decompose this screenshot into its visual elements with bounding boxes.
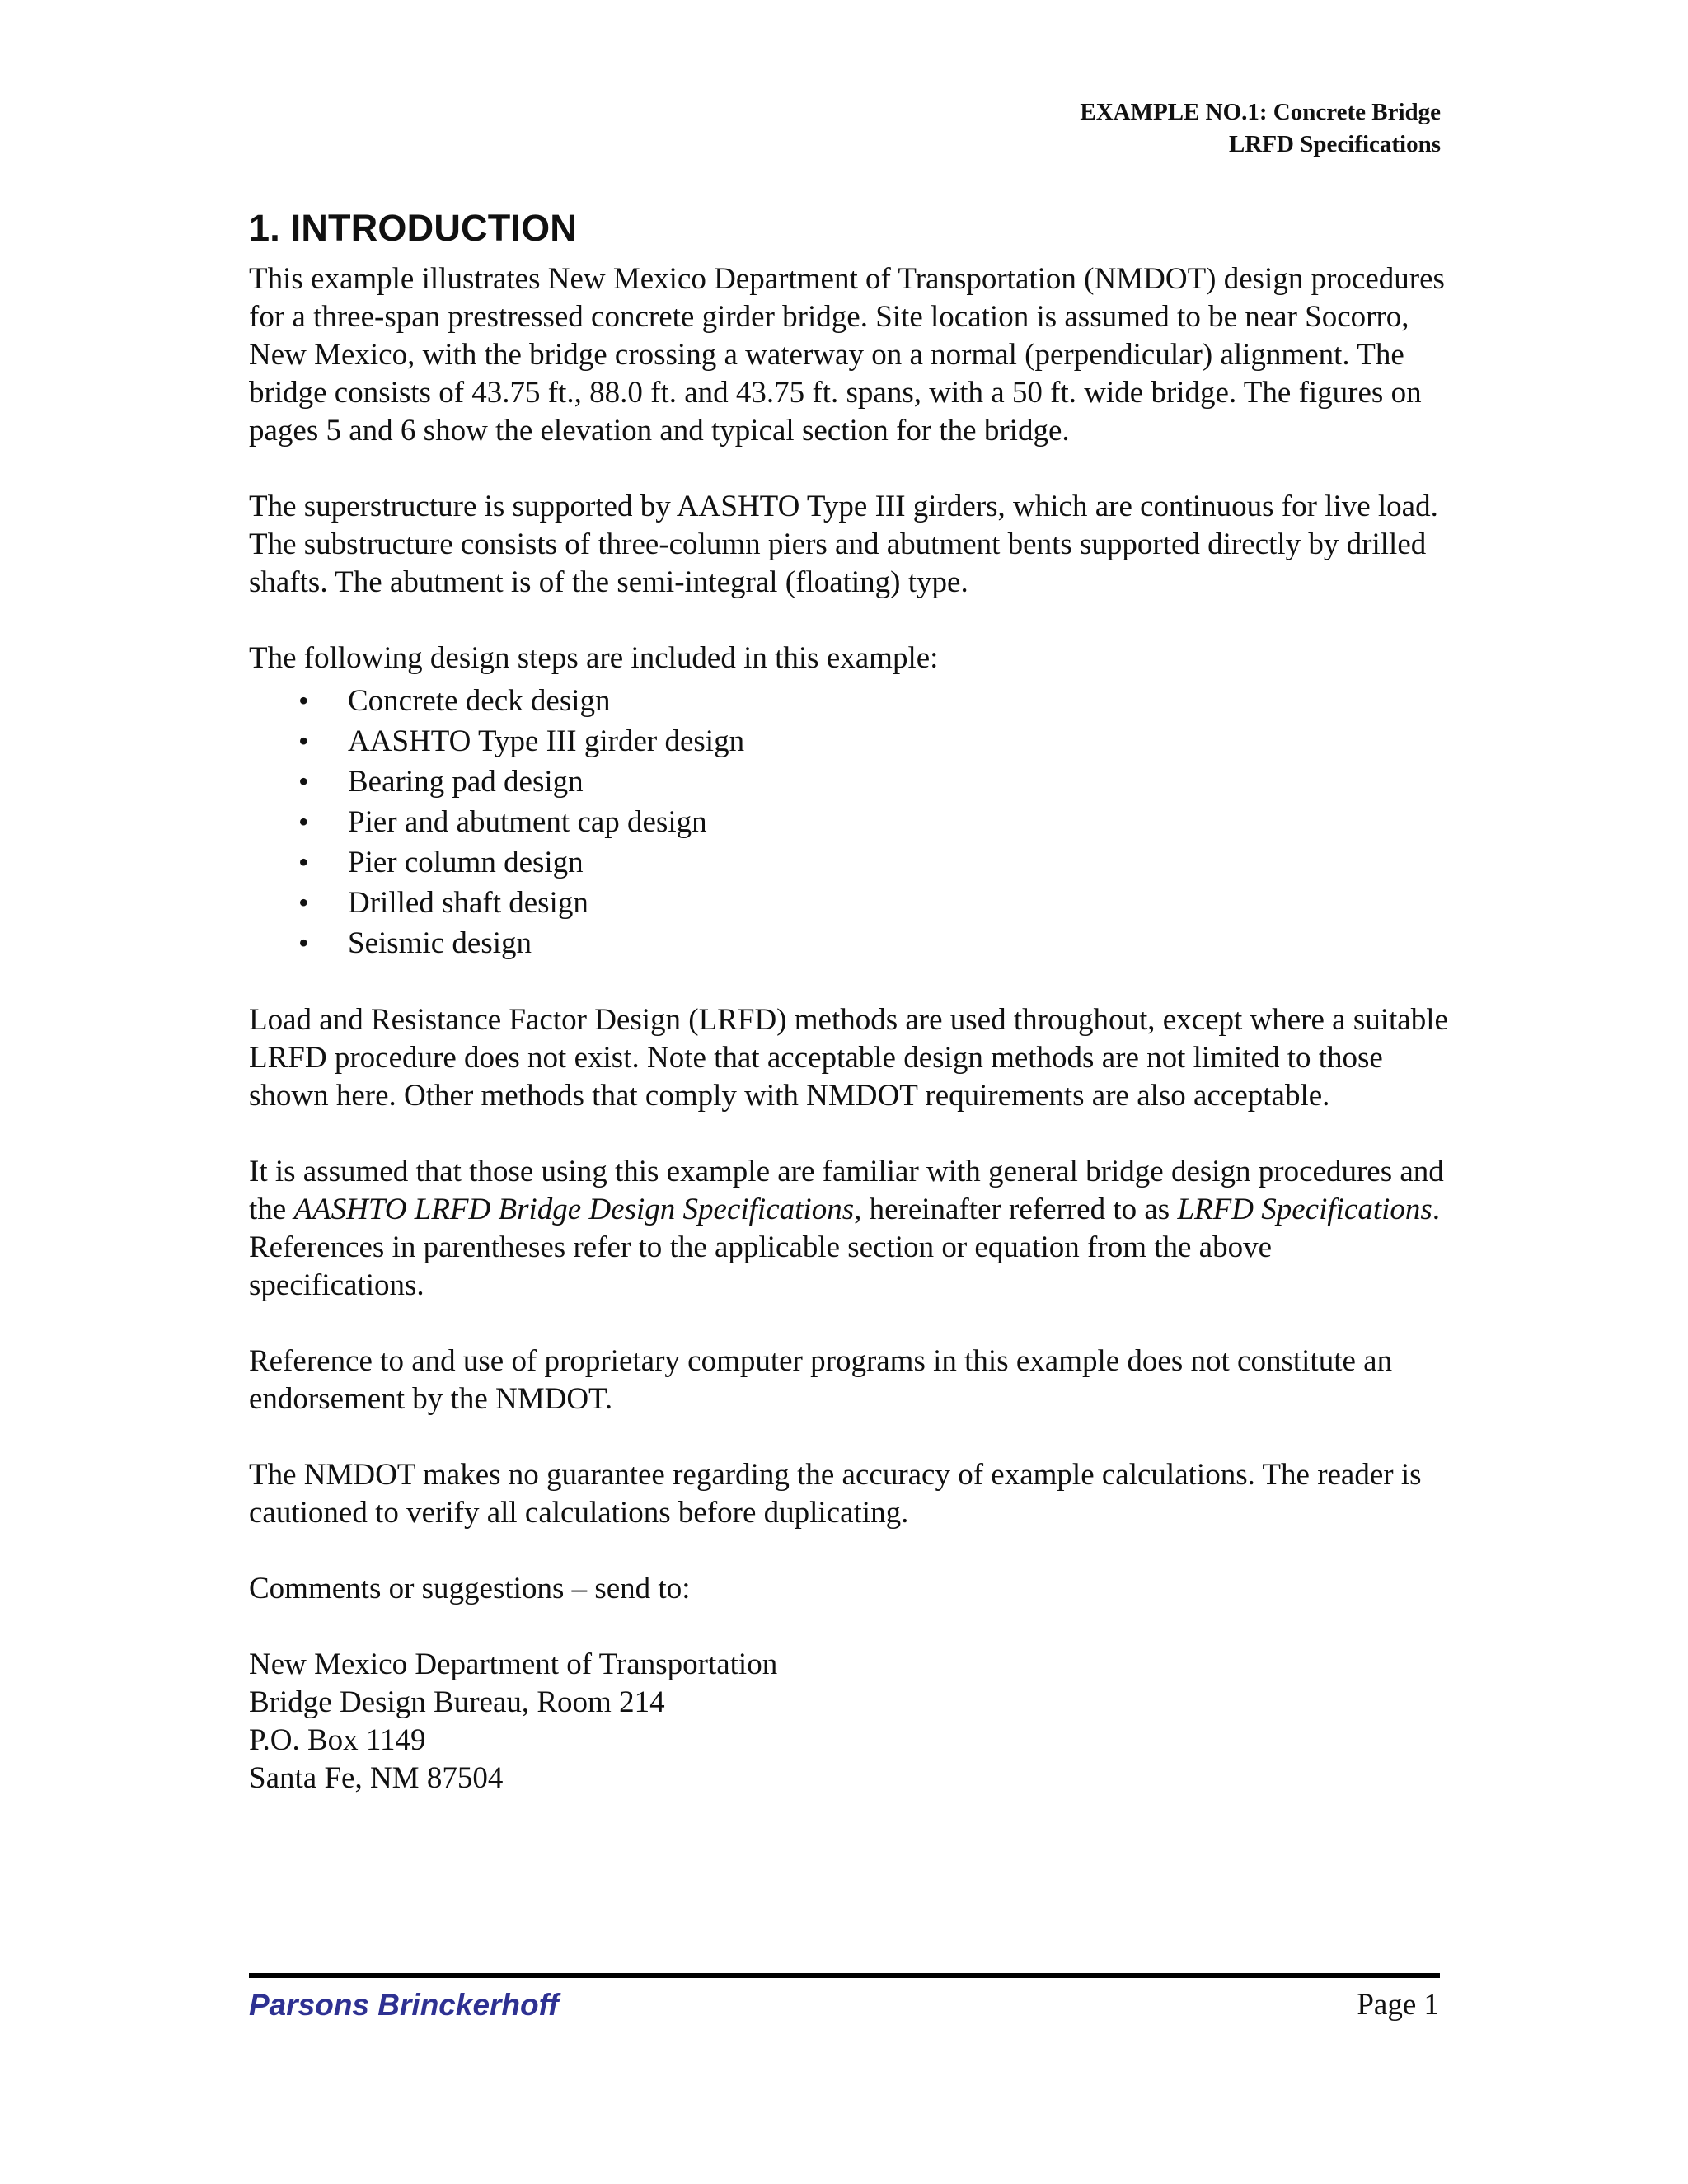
design-steps-list — [249, 681, 1452, 963]
list-item: • Pier and abutment cap design — [249, 802, 1452, 842]
list-item: • Drilled shaft design — [249, 883, 1452, 923]
bullet-icon: • — [298, 684, 309, 717]
bullet-icon: • — [298, 805, 309, 838]
list-item: • Bearing pad design — [249, 762, 1452, 802]
address-line: Bridge Design Bureau, Room 214 — [249, 1685, 665, 1719]
mailing-address — [249, 1646, 1452, 1797]
comments-paragraph: Comments or suggestions – send to: — [249, 1572, 691, 1605]
design-steps-intro: The following design steps are included in this example: — [249, 641, 939, 675]
section-title: 1. INTRODUCTION — [249, 207, 578, 249]
specifications-paragraph: It is assumed that those using this example are familiar with general bridge design procedures and the AASHTO LRFD Bridge Design Specifications, hereinafter referred to as LRFD Specifications. References in parentheses refer to the applicable section or equation from the above specifications. — [249, 1155, 1444, 1302]
page-body — [249, 204, 1452, 1797]
bullet-icon: • — [298, 886, 309, 919]
proprietary-programs-paragraph: Reference to and use of proprietary computer programs in this example does not constitute an endorsement by the NMDOT. — [249, 1344, 1393, 1416]
footer-company: Parsons Brinckerhoff — [249, 1988, 559, 2022]
address-line: P.O. Box 1149 — [249, 1723, 426, 1757]
address-line: New Mexico Department of Transportation — [249, 1647, 778, 1681]
running-header — [1080, 96, 1441, 161]
bullet-icon: • — [298, 846, 309, 879]
list-item: • Pier column design — [249, 842, 1452, 883]
header-line-2: LRFD Specifications — [1229, 131, 1441, 157]
list-item: • Concrete deck design — [249, 681, 1452, 721]
bullet-icon: • — [298, 926, 309, 959]
lrfd-spec-title: LRFD Specifications — [1177, 1193, 1432, 1226]
list-item: • Seismic design — [249, 923, 1452, 963]
disclaimer-paragraph: The NMDOT makes no guarantee regarding the accuracy of example calculations. The reader is cautioned to verify all calculations before duplicating. — [249, 1458, 1422, 1530]
lrfd-methods-paragraph: Load and Resistance Factor Design (LRFD) methods are used throughout, except where a suitable LRFD procedure does not exist. Note that acceptable design methods are not limited to those shown here. Other methods that comply with NMDOT requirements are also acceptable. — [249, 1003, 1448, 1113]
list-item: • AASHTO Type III girder design — [249, 721, 1452, 762]
intro-paragraph: This example illustrates New Mexico Department of Transportation (NMDOT) design procedures for a three-span prestressed concrete girder bridge. Site location is assumed to be near Socorro, New Mexico, with the bridge crossing a waterway on a normal (perpendicular) alignment. The bridge consists of 43.75 ft., 88.0 ft. and 43.75 ft. spans, with a 50 ft. wide bridge. The figures on pages 5 and 6 show the elevation and typical section for the bridge. — [249, 262, 1445, 448]
footer-divider — [249, 1973, 1440, 1978]
bullet-icon: • — [298, 724, 309, 757]
page-number: Page 1 — [1357, 1988, 1439, 2022]
header-line-1: EXAMPLE NO.1: Concrete Bridge — [1080, 99, 1441, 125]
bullet-icon: • — [298, 765, 309, 798]
superstructure-paragraph: The superstructure is supported by AASHTO Type III girders, which are continuous for live load. The substructure consists of three-column piers and abutment bents supported directly by drilled shafts. The abutment is of the semi-integral (floating) type. — [249, 490, 1438, 599]
address-line: Santa Fe, NM 87504 — [249, 1761, 504, 1795]
aashto-spec-title: AASHTO LRFD Bridge Design Specifications — [293, 1193, 855, 1226]
